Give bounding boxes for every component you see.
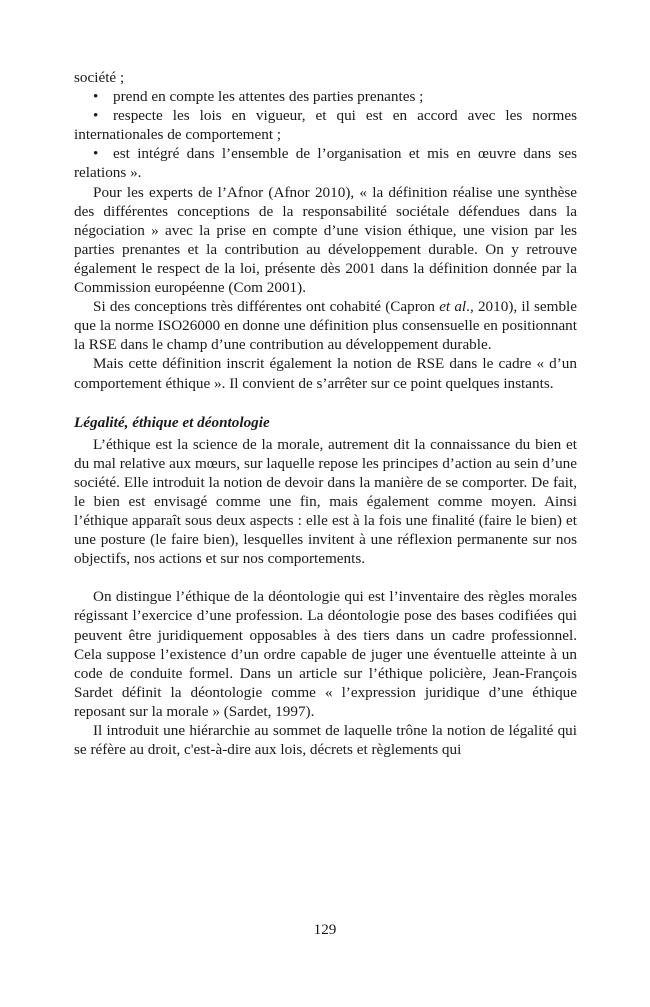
- bullet-text: respecte les lois en vigueur, et qui est en accord avec les normes internationales de comportement ;: [74, 107, 577, 144]
- citation-text-rest: ., 2010), il semble que la norme ISO26000 en donne une définition plus consensuelle en positionnant la RSE dans le champ d’une contribution au développement durable.: [74, 298, 578, 354]
- bullet-item: [74, 87, 577, 106]
- paragraph-hierarchy: Il introduit une hiérarchie au sommet de laquelle trône la notion de légalité qui se réfère au droit, c'est-à-dire aux lois, décrets et règlements qui: [74, 722, 577, 759]
- paragraph-capron: [74, 297, 577, 354]
- citation-italic: et al: [439, 298, 467, 316]
- paragraph-ethics-definition: L’éthique est la science de la morale, autrement dit la connaissance du bien et du mal relative aux mœurs, sur laquelle repose les principes d’action au sein d’une société. Elle introduit la notion de devoir dans la manière de se comporter. De fait, le bien est envisagé comme une fin, mais également comme moyen. Ainsi l’éthique apparaît sous deux aspects : elle est à la fois une finalité (faire le bien) et une posture (le faire bien), lesquelles invitent à une réflexion permanente sur nos objectifs, nos actions et sur nos comportements.: [74, 435, 577, 568]
- bullet-icon: •: [93, 88, 99, 106]
- paragraph-continuation: société ;: [74, 69, 125, 86]
- bullet-item: [74, 144, 577, 182]
- section-heading: Légalité, éthique et déontologie: [74, 413, 270, 431]
- bullet-icon: •: [93, 107, 99, 125]
- bullet-text: prend en compte les attentes des parties prenantes ;: [113, 88, 424, 106]
- bullet-icon: •: [93, 145, 99, 163]
- paragraph-deontology: On distingue l’éthique de la déontologie qui est l’inventaire des règles morales régissant l’exercice d’une profession. La déontologie pose des bases codifiées qui peuvent être juridiquement opposables à des tiers dans un cadre professionnel. Cela suppose l’existence d’un ordre capable de juger une éventuelle atteinte à un code de conduite formel. Dans un article sur l’éthique policière, Jean-François Sardet définit la déontologie comme « l’expression juridique d’une éthique reposant sur la morale » (Sardet, 1997).: [74, 588, 577, 720]
- paragraph-gap: [74, 568, 577, 587]
- bullet-item: [74, 106, 577, 144]
- page-number: 129: [313, 921, 337, 938]
- paragraph-ethical-behaviour: Mais cette définition inscrit également la notion de RSE dans le cadre « d’un comportement éthique ». Il convient de s’arrêter sur ce point quelques instants.: [74, 355, 577, 392]
- paragraph-afnor: Pour les experts de l’Afnor (Afnor 2010), « la définition réalise une synthèse des différentes conceptions de la responsabilité sociétale défendues dans la négociation » avec la prise en compte d’une vision éthique, une vision par les parties prenantes et la contribution au développement durable. On y retrouve également le respect de la loi, présente dès 2001 dans la définition donnée par la Commission européenne (Com 2001).: [74, 183, 577, 297]
- bullet-text: est intégré dans l’ensemble de l’organisation et mis en œuvre dans ses relations ».: [74, 145, 577, 182]
- page-body: [74, 68, 577, 759]
- citation-text: Si des conceptions très différentes ont cohabité (Capron: [93, 298, 440, 316]
